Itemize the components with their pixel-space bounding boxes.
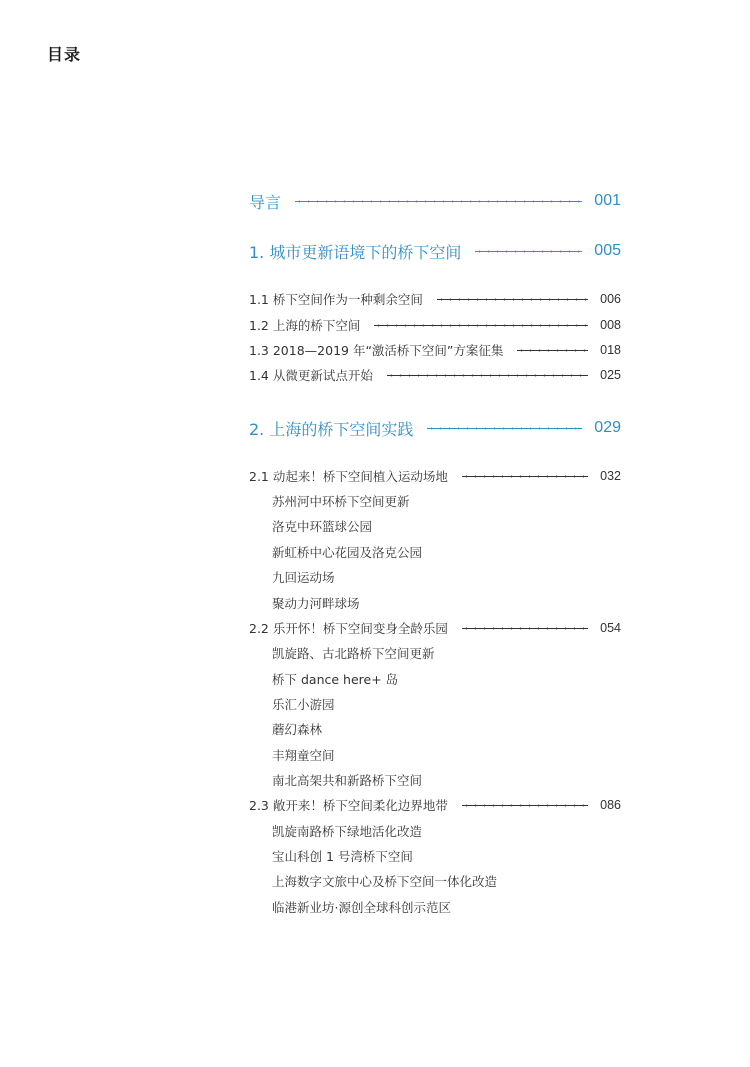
- toc-sub-item[interactable]: 新虹桥中心花园及洛克公园: [272, 545, 423, 560]
- toc-sub-item[interactable]: 聚动力河畔球场: [272, 596, 360, 611]
- toc-title: 2.2 乐开怀！桥下空间变身全龄乐园: [249, 621, 448, 636]
- page-heading: 目录: [47, 45, 82, 64]
- toc-title: 2.3 敞开来！桥下空间柔化边界地带: [249, 798, 448, 813]
- leader-line: [462, 476, 588, 477]
- toc-entry-1-2[interactable]: [249, 316, 621, 334]
- toc-sub-item[interactable]: 桥下 dance here+ 岛: [272, 672, 399, 687]
- toc-page-number: 006: [600, 292, 621, 306]
- leader-line: [295, 201, 582, 202]
- toc-sub-item[interactable]: 蘑幻森林: [272, 722, 323, 737]
- toc-sub-item[interactable]: 临港新业坊·源创全球科创示范区: [272, 900, 451, 915]
- toc-entry-2-2[interactable]: [249, 619, 621, 637]
- toc-page-number: 018: [600, 343, 621, 357]
- toc-title: 2.1 动起来！桥下空间植入运动场地: [249, 469, 448, 484]
- toc-sub-item[interactable]: 九回运动场: [272, 570, 335, 585]
- leader-line: [517, 350, 588, 351]
- leader-line: [475, 251, 582, 252]
- toc-page-number: 025: [600, 368, 621, 382]
- toc-entry-chapter-2[interactable]: [249, 416, 621, 440]
- toc-sub-item[interactable]: 丰翔童空间: [272, 748, 335, 763]
- toc-sub-item[interactable]: 洛克中环篮球公园: [272, 519, 373, 534]
- toc-entry-1-4[interactable]: [249, 366, 621, 384]
- leader-line: [437, 299, 588, 300]
- toc-title: 1.4 从微更新试点开始: [249, 368, 373, 383]
- toc-sub-item[interactable]: 上海数字文旅中心及桥下空间一体化改造: [272, 874, 498, 889]
- toc-sub-item[interactable]: 宝山科创 1 号湾桥下空间: [272, 849, 413, 864]
- toc-entry-1-3[interactable]: [249, 341, 621, 359]
- toc-title: 1. 城市更新语境下的桥下空间: [249, 242, 462, 262]
- toc-sub-item[interactable]: 凯旋路、古北路桥下空间更新: [272, 646, 435, 661]
- toc-entry-chapter-1[interactable]: [249, 239, 621, 263]
- leader-line: [427, 428, 582, 429]
- toc-page-number: 001: [594, 192, 621, 209]
- toc-page-number: 032: [600, 469, 621, 483]
- toc-page-number: 005: [594, 242, 621, 259]
- toc-sub-item[interactable]: 乐汇小游园: [272, 697, 335, 712]
- toc-page-number: 086: [600, 798, 621, 812]
- leader-line: [374, 325, 588, 326]
- toc-title: 1.2 上海的桥下空间: [249, 318, 361, 333]
- toc-page-number: 054: [600, 621, 621, 635]
- leader-line: [387, 375, 588, 376]
- toc-title: 1.3 2018—2019 年“激活桥下空间”方案征集: [249, 343, 504, 358]
- toc-page-number: 008: [600, 318, 621, 332]
- leader-line: [462, 805, 588, 806]
- toc-title: 2. 上海的桥下空间实践: [249, 419, 414, 439]
- toc-title: 1.1 桥下空间作为一种剩余空间: [249, 292, 423, 307]
- toc-sub-item[interactable]: 苏州河中环桥下空间更新: [272, 494, 410, 509]
- toc-page-number: 029: [594, 419, 621, 436]
- toc-title: 导言: [249, 192, 282, 212]
- toc-entry-2-1[interactable]: [249, 467, 621, 485]
- toc-sub-item[interactable]: 凯旋南路桥下绿地活化改造: [272, 824, 423, 839]
- toc-entry-1-1[interactable]: [249, 290, 621, 308]
- leader-line: [462, 628, 588, 629]
- toc-sub-item[interactable]: 南北高架共和新路桥下空间: [272, 773, 423, 788]
- toc-entry-intro[interactable]: [249, 189, 621, 213]
- toc-entry-2-3[interactable]: [249, 796, 621, 814]
